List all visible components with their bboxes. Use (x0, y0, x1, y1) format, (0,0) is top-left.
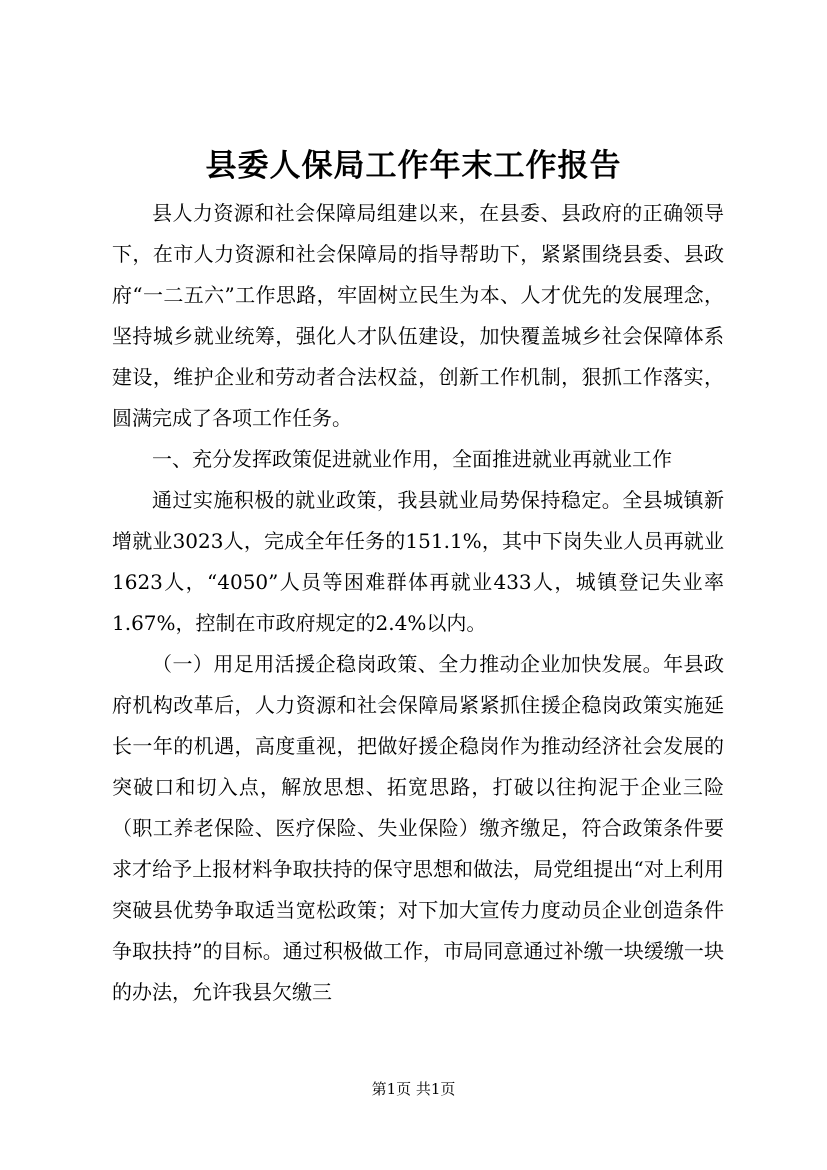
document-body (112, 193, 724, 1013)
page-footer: 第1页 共1页 (371, 1080, 456, 1098)
document-title: 县委人保局工作年末工作报告 (205, 148, 622, 184)
section-heading: 一、充分发挥政策促进就业作用，全面推进就业再就业工作 (152, 447, 672, 471)
paragraph-employment-stats: 通过实施积极的就业政策，我县就业局势保持稳定。全县城镇新增就业3023人，完成全年任务的151.1%，其中下岗失业人员再就业1623人，“4050”人员等困难群体再就业433人，城镇登记失业率1.67%，控制在市政府规定的2.4%以内。 (112, 488, 724, 635)
paragraph-intro: 县人力资源和社会保障局组建以来，在县委、县政府的正确领导下，在市人力资源和社会保障局的指导帮助下，紧紧围绕县委、县政府“一二五六”工作思路，牢固树立民生为本、人才优先的发展理念，坚持城乡就业统筹，强化人才队伍建设，加快覆盖城乡社会保障体系建设，维护企业和劳动者合法权益，创新工作机制，狠抓工作落实，圆满完成了各项工作任务。 (112, 201, 724, 430)
paragraph-policy-support: （一）用足用活援企稳岗政策、全力推动企业加快发展。年县政府机构改革后，人力资源和社会保障局紧紧抓住援企稳岗政策实施延长一年的机遇，高度重视，把做好援企稳岗作为推动经济社会发展的突破口和切入点，解放思想、拓宽思路，打破以往拘泥于企业三险（职工养老保险、医疗保险、失业保险）缴齐缴足，符合政策条件要求才给予上报材料争取扶持的保守思想和做法，局党组提出“对上利用突破县优势争取适当宽松政策；对下加大宣传力度动员企业创造条件争取扶持”的目标。通过积极做工作，市局同意通过补缴一块缓缴一块的办法，允许我县欠缴三 (112, 652, 724, 1004)
